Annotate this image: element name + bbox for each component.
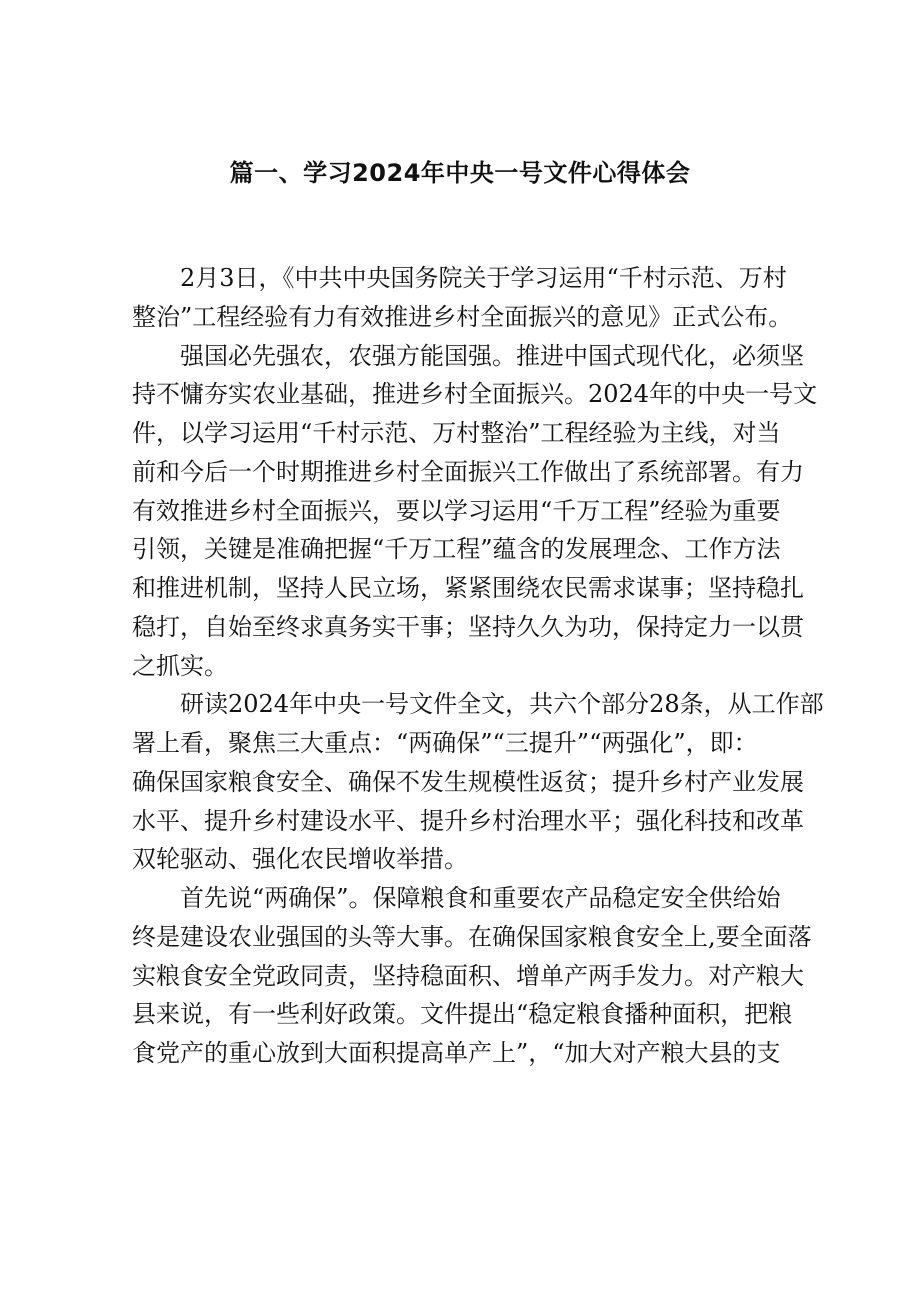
text-line: 研读2024年中央一号文件全文，共六个部分28条，从工作部 <box>180 690 824 719</box>
text-line: 强国必先强农，农强方能国强。推进中国式现代化，必须坚 <box>180 341 804 370</box>
text-line: 有效推进乡村全面振兴，要以学习运用“千万工程”经验为重要 <box>132 496 781 525</box>
text-line: 整治”工程经验有力有效推进乡村全面振兴的意见》正式公布。 <box>132 302 793 331</box>
text-line: 双轮驱动、强化农民增收举措。 <box>132 845 468 874</box>
text-line: 署上看，聚焦三大重点：“两确保”“三提升”“两强化”，即： <box>132 729 758 757</box>
text-line: 实粮食安全党政同责，坚持稳面积、增单产两手发力。对产粮大 <box>132 961 804 990</box>
text-line: 稳打，自始至终求真务实干事；坚持久久为功，保持定力一以贯 <box>132 612 804 641</box>
text-line: 持不慵夯实农业基础，推进乡村全面振兴。2024年的中央一号文 <box>132 380 818 409</box>
text-line: 确保国家粮食安全、确保不发生规模性返贫；提升乡村产业发展 <box>132 767 804 796</box>
text-line: 2月3日，《中共中央国务院关于学习运用“千村示范、万村 <box>180 264 787 292</box>
document-title: 篇一、学习2024年中央一号文件心得体会 <box>229 159 691 187</box>
text-line: 食党产的重心放到大面积提高单产上”，“加大对产粮大县的支 <box>132 1039 781 1067</box>
text-line: 之抓实。 <box>132 651 228 680</box>
text-line: 件，以学习运用“千村示范、万村整治”工程经验为主线，对当 <box>132 419 781 447</box>
text-line: 和推进机制，坚持人民立场，紧紧围绕农民需求谋事；坚持稳扎 <box>132 574 804 602</box>
text-line: 终是建设农业强国的头等大事。在确保国家粮食安全上,要全面落 <box>132 922 812 951</box>
text-line: 水平、提升乡村建设水平、提升乡村治理水平；强化科技和改革 <box>132 806 804 835</box>
text-line: 县来说，有一些利好政策。文件提出“稳定粮食播种面积，把粮 <box>132 1000 793 1029</box>
text-line: 前和今后一个时期推进乡村全面振兴工作做出了系统部署。有力 <box>132 457 804 486</box>
text-line: 引领，关键是准确把握“千万工程”蕴含的发展理念、工作方法 <box>132 535 781 564</box>
document-body <box>132 259 824 1073</box>
text-line: 首先说“两确保”。保障粮食和重要农产品稳定安全供给始 <box>180 884 781 912</box>
